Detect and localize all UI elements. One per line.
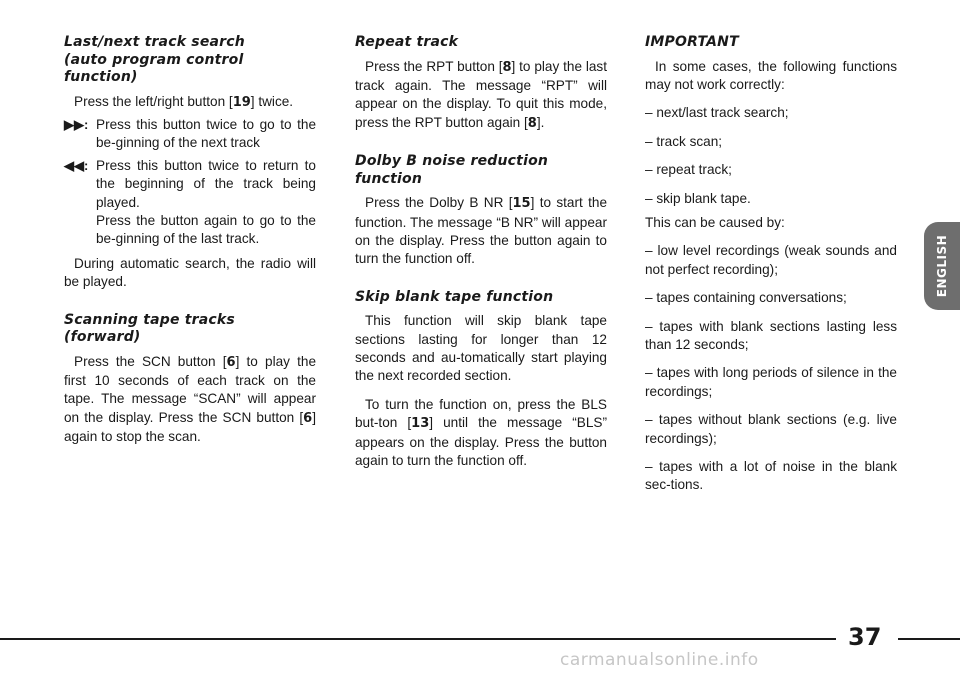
list-item: – repeat track; bbox=[645, 162, 732, 178]
language-tab-label: ENGLISH bbox=[935, 234, 949, 298]
rewind-icon: ◀◀: bbox=[64, 157, 89, 173]
heading-skip-blank: Skip blank tape function bbox=[355, 288, 554, 305]
language-tab bbox=[924, 222, 960, 310]
list-item: – tapes without blank sections (e.g. live recordings); bbox=[645, 412, 897, 446]
list-item: – next/last track search; bbox=[645, 105, 789, 121]
column-left bbox=[64, 34, 316, 447]
heading-scanning: Scanning tape tracks (forward) bbox=[64, 311, 235, 346]
column-right bbox=[645, 34, 897, 495]
paragraph-track-search: Press the left/right button [19] twice. bbox=[74, 93, 294, 110]
column-middle bbox=[355, 34, 607, 471]
paragraph-auto-search: During automatic search, the radio will be played. bbox=[64, 255, 316, 290]
paragraph-important-intro: In some cases, the following functions may not work correctly: bbox=[645, 58, 897, 92]
paragraph-dolby: Press the Dolby B NR [15] to start the function. The message “B NR” will appear on the display. Press the button again to turn the function off. bbox=[355, 195, 608, 267]
paragraph-bls: To turn the function on, press the BLS but-ton [13] until the message “BLS” appears on the display. Press the button again to turn the function off. bbox=[355, 396, 607, 469]
paragraph-scanning: Press the SCN button [6] to play the first 10 seconds of each track on the tape. The message “SCAN” will appear on the display. Press the SCN button [6] again to stop the scan. bbox=[64, 353, 317, 445]
heading-dolby: Dolby B noise reduction function bbox=[355, 153, 549, 187]
footer-rule-right bbox=[898, 638, 960, 640]
list-item: – tapes containing conversations; bbox=[645, 290, 847, 306]
heading-important: IMPORTANT bbox=[645, 34, 739, 50]
page-number: 37 bbox=[848, 623, 882, 651]
causes-intro: This can be caused by: bbox=[645, 214, 785, 230]
list-item: – tapes with long periods of silence in the recordings; bbox=[645, 365, 897, 399]
list-item: – tapes with blank sections lasting less than 12 seconds; bbox=[645, 318, 897, 352]
paragraph-skip-blank: This function will skip blank tape sections lasting for longer than 12 seconds and au-tomatically start playing the next recorded section. bbox=[355, 313, 607, 384]
fast-forward-icon: ▶▶: bbox=[64, 116, 89, 132]
list-item: – tapes with a lot of noise in the blank sec-tions. bbox=[645, 459, 897, 493]
heading-track-search: Last/next track search (auto program control function) bbox=[64, 34, 245, 85]
paragraph-repeat: Press the RPT button [8] to play the last track again. The message “RPT” will appear on the display. To quit this mode, press the RPT button again [8]. bbox=[355, 58, 607, 131]
list-item: – track scan; bbox=[645, 133, 723, 149]
watermark: carmanualsonline.info bbox=[560, 650, 759, 670]
heading-repeat-track: Repeat track bbox=[355, 34, 459, 50]
footer-rule-left bbox=[0, 638, 836, 640]
prev-track-item: ◀◀: Press this button twice to return to the beginning of the track being played. Press the button again to go to the be-ginning of the last track. bbox=[64, 157, 316, 249]
list-item: – skip blank tape. bbox=[645, 190, 751, 206]
button-ref: 19 bbox=[232, 94, 251, 110]
next-track-item: ▶▶: Press this button twice to go to the be-ginning of the next track bbox=[64, 116, 316, 153]
list-item: – low level recordings (weak sounds and not perfect recording); bbox=[645, 243, 897, 277]
